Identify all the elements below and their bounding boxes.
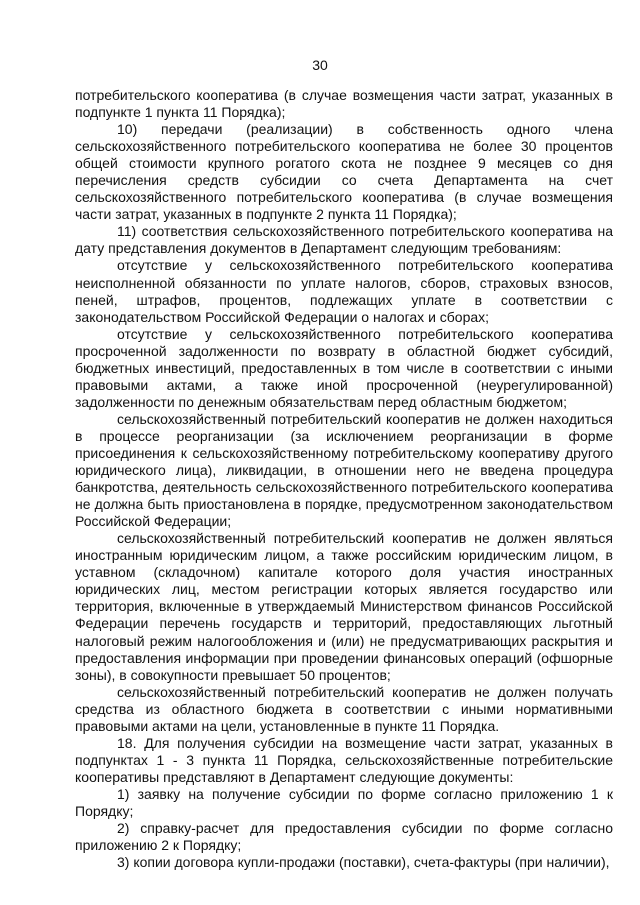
- paragraph: сельскохозяйственный потребительский кооператив не должен получать средства из областного бюджета в соответствии с иными нормативными правовыми актами на цели, установленные в пункте 11 Порядка.: [75, 683, 613, 734]
- paragraph: 1) заявку на получение субсидии по форме согласно приложению 1 к Порядку;: [75, 785, 613, 819]
- paragraph: сельскохозяйственный потребительский кооператив не должен находиться в процессе реорганизации (за исключением реорганизации в форме присоединения к сельскохозяйственному потребительскому кооперативу другого юридического лица), ликвидации, в отношении него не введена процедура банкротства, деятельность сельскохозяйственного потребительского кооператива не должна быть приостановлена в порядке, предусмотренном законодательством Российской Федерации;: [75, 410, 613, 530]
- paragraph: сельскохозяйственный потребительский кооператив не должен являться иностранным юридическим лицом, а также российским юридическим лицом, в уставном (складочном) капитале которого доля участия иностранных юридических лиц, местом регистрации которых является государство или территория, включенные в утверждаемый Министерством финансов Российской Федерации перечень государств и территорий, предоставляющих льготный налоговый режим налогообложения и (или) не предусматривающих раскрытия и предоставления информации при проведении финансовых операций (офшорные зоны), в совокупности превышает 50 процентов;: [75, 530, 613, 683]
- paragraph: 2) справку-расчет для предоставления субсидии по форме согласно приложению 2 к Порядку;: [75, 820, 613, 854]
- page-number: 30: [312, 57, 328, 73]
- paragraph: 11) соответствия сельскохозяйственного потребительского кооператива на дату представления документов в Департамент следующим требованиям:: [75, 223, 613, 257]
- paragraph: 18. Для получения субсидии на возмещение части затрат, указанных в подпунктах 1 - 3 пункта 11 Порядка, сельскохозяйственные потребительские кооперативы представляют в Департамент следующие документы:: [75, 734, 613, 785]
- document-body: [75, 87, 613, 871]
- paragraph: 10) передачи (реализации) в собственность одного члена сельскохозяйственного потребительского кооператива не более 30 процентов общей стоимости крупного рогатого скота не позднее 9 месяцев со дня перечисления средств субсидии со счета Департамента на счет сельскохозяйственного потребительского кооператива (в случае возмещения части затрат, указанных в подпункте 2 пункта 11 Порядка);: [75, 121, 613, 223]
- paragraph: отсутствие у сельскохозяйственного потребительского кооператива просроченной задолженности по возврату в областной бюджет субсидий, бюджетных инвестиций, предоставленных в том числе в соответствии с иными правовыми актами, а также иной просроченной (неурегулированной) задолженности по денежным обязательствам перед областным бюджетом;: [75, 325, 613, 410]
- paragraph: 3) копии договора купли-продажи (поставки), счета-фактуры (при наличии),: [117, 854, 610, 871]
- paragraph: потребительского кооператива (в случае возмещения части затрат, указанных в подпункте 1 пункта 11 Порядка);: [75, 87, 613, 121]
- paragraph: отсутствие у сельскохозяйственного потребительского кооператива неисполненной обязанности по уплате налогов, сборов, страховых взносов, пеней, штрафов, процентов, подлежащих уплате в соответствии с законодательством Российской Федерации о налогах и сборах;: [75, 257, 613, 325]
